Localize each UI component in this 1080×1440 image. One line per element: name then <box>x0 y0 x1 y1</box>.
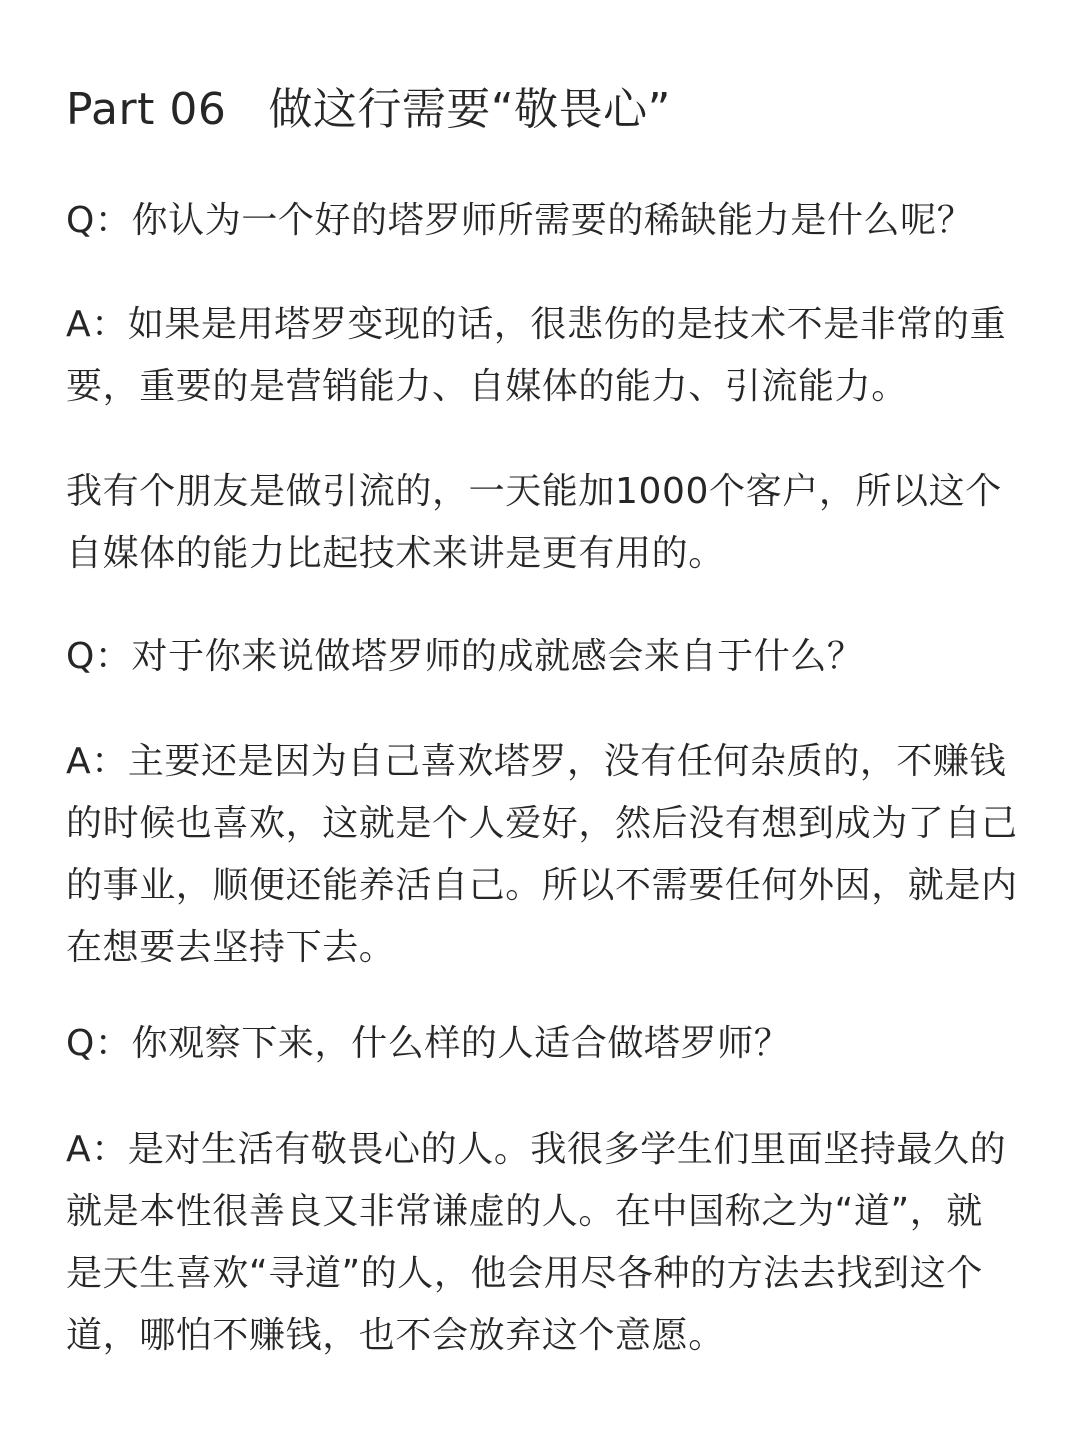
answer-paragraph: A：如果是用塔罗变现的话，很悲伤的是技术不是非常的重要，重要的是营销能力、自媒体的能力、引流能力。 <box>66 304 1007 407</box>
question-paragraph: Q：对于你来说做塔罗师的成就感会来自于什么？ <box>66 636 864 677</box>
answer-paragraph: A：是对生活有敬畏心的人。我很多学生们里面坚持最久的就是本性很善良又非常谦虚的人。在中国称之为“道”，就是天生喜欢“寻道”的人，他会用尽各种的方法去找到这个道，哪怕不赚钱，也不会放弃这个意愿。 <box>66 1129 1007 1356</box>
answer-paragraph: A：主要还是因为自己喜欢塔罗，没有任何杂质的，不赚钱的时候也喜欢，这就是个人爱好，然后没有想到成为了自己的事业，顺便还能养活自己。所以不需要任何外因，就是内在想要去坚持下去。 <box>66 741 1018 968</box>
question-paragraph: Q：你认为一个好的塔罗师所需要的稀缺能力是什么呢？ <box>66 200 974 241</box>
answer-paragraph: 我有个朋友是做引流的，一天能加1000个客户，所以这个自媒体的能力比起技术来讲是更有用的。 <box>66 471 1002 574</box>
section-heading: 做这行需要“敬畏心” <box>268 84 671 135</box>
part-number: Part 06 <box>66 84 227 135</box>
section-title <box>66 82 671 138</box>
question-paragraph: Q：你观察下来，什么样的人适合做塔罗师？ <box>66 1023 791 1064</box>
